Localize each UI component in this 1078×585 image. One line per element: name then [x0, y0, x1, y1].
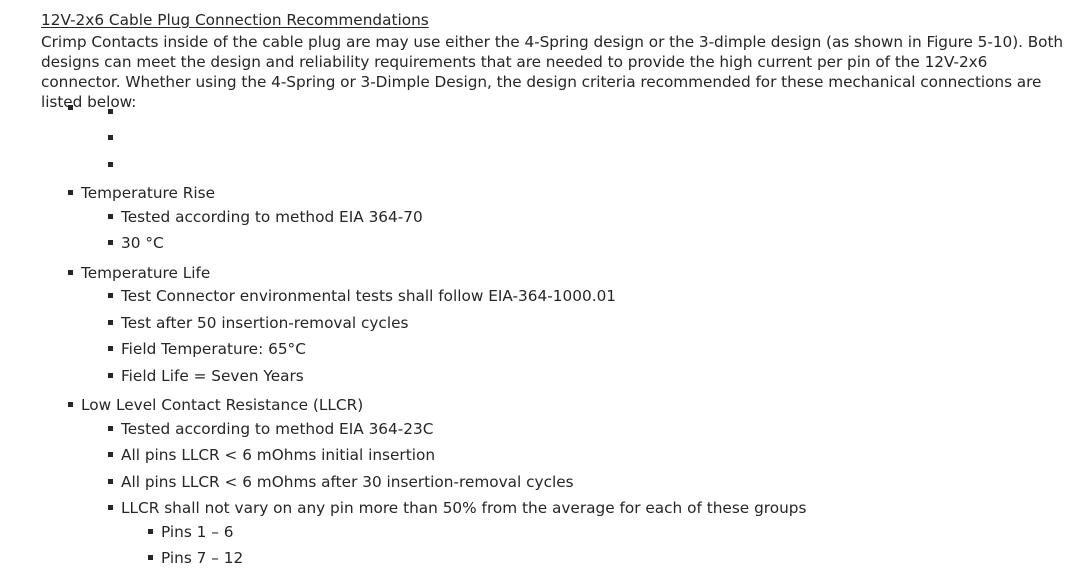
- list-item: [41, 548, 243, 568]
- list-item-label: Tested according to method EIA 364-70: [121, 208, 423, 226]
- bullet: [148, 555, 153, 560]
- list-item-label: Test after 50 insertion-removal cycles: [121, 314, 409, 332]
- list-item-label: Test Connector environmental tests shall follow EIA-364-1000.01: [121, 287, 617, 305]
- list-item: [41, 395, 363, 415]
- list-item-label: 30 °C: [121, 234, 164, 252]
- bullet: [108, 240, 113, 245]
- section-heading: 12V-2x6 Cable Plug Connection Recommendations: [41, 11, 429, 29]
- bullet: [108, 293, 113, 298]
- list-item: [41, 522, 234, 542]
- empty-bullet: [108, 162, 113, 167]
- bullet: [68, 402, 73, 407]
- bullet: [108, 214, 113, 219]
- list-item-label: Temperature Life: [81, 264, 211, 282]
- list-item-label: Tested according to method EIA 364-23C: [121, 420, 434, 438]
- list-item: [41, 263, 210, 283]
- list-item: [41, 286, 616, 306]
- list-item: [41, 183, 215, 203]
- list-item-label: Pins 1 – 6: [161, 523, 234, 541]
- list-item-label: Field Life = Seven Years: [121, 367, 304, 385]
- list-item: [41, 207, 423, 227]
- bullet: [108, 452, 113, 457]
- bullet: [108, 373, 113, 378]
- bullet: [108, 346, 113, 351]
- list-item: [41, 472, 574, 492]
- bullet: [108, 479, 113, 484]
- list-item-label: All pins LLCR < 6 mOhms after 30 insertion-removal cycles: [121, 473, 574, 491]
- list-item-label: Temperature Rise: [81, 184, 216, 202]
- list-item: [41, 419, 433, 439]
- list-item: [41, 233, 164, 253]
- list-item-label: All pins LLCR < 6 mOhms initial insertion: [121, 446, 436, 464]
- list-item-label: Pins 7 – 12: [161, 549, 244, 567]
- empty-bullet: [108, 135, 113, 140]
- list-item-label: Field Temperature: 65°C: [121, 340, 306, 358]
- bullet: [108, 426, 113, 431]
- list-item: [41, 313, 408, 333]
- bullet: [108, 505, 113, 510]
- list-item-label: Low Level Contact Resistance (LLCR): [81, 396, 364, 414]
- bullet: [68, 190, 73, 195]
- bullet: [108, 320, 113, 325]
- section-paragraph: Crimp Contacts inside of the cable plug are may use either the 4-Spring design or the 3-dimple design (as shown in Figure 5-10). Both designs can meet the design and reliability requirements that are needed to provide the high current per pin of the 12V-2x6 connector. Whether using the 4-Spring or 3-Dimple Design, the design criteria recommended for these mechanical connections are listed below:: [41, 33, 1064, 111]
- list-item: [41, 366, 304, 386]
- list-item-label: LLCR shall not vary on any pin more than 50% from the average for each of these groups: [121, 499, 807, 517]
- list-item: [41, 339, 306, 359]
- bullet: [68, 270, 73, 275]
- list-item: [41, 498, 806, 518]
- document-section: [41, 10, 1071, 112]
- bullet: [148, 529, 153, 534]
- list-item: [41, 445, 435, 465]
